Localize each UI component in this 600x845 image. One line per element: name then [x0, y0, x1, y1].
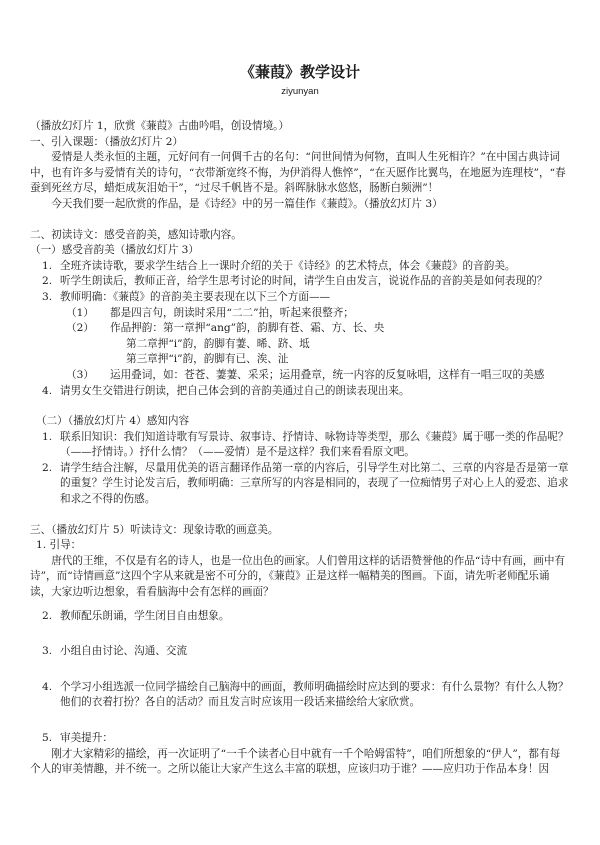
intro-slide1: （播放幻灯片 1，欣赏《蒹葭》古曲吟唱，创设情境。） — [30, 120, 290, 132]
list-item-text: 听学生朗读后，教师正音，给学生思考讨论的时间，请学生自由发言，说说作品的音韵美是如何表现的？ — [60, 275, 548, 288]
sub-list-item-text: 都是四言句，朗读时采用“二二”拍，听起来很整齐； — [110, 306, 354, 319]
list-item-text: 审美提升： — [60, 732, 113, 744]
list-item-number: 1. — [42, 259, 53, 272]
list-item-number: 4. — [42, 384, 53, 397]
intro-para1: 爱情是人类永恒的主题，元好问有一问倜千古的名句：“问世间情为何物，直叫人生死相许？”在中国古典诗词中，也有许多与爱情有关的诗句，“衣带渐宽终不悔，为伊消得人憔悴”，“在天愿作比翼鸟，在地愿为连理枝”，“春蚕到死丝方尽，蜡炬成灰泪始干”，“过尽千帆皆不是。斜晖脉脉水悠悠，肠断白频洲”！ — [30, 151, 566, 195]
spacer — [30, 213, 570, 228]
spacer — [30, 601, 570, 609]
intro-heading: 一、引入课题：（播放幻灯片 2） — [30, 135, 184, 148]
list-item-text: 小组自由讨论、沟通、交流 — [60, 645, 188, 658]
list-item-text: 联系旧知识：我们知道诗歌有写景诗、叙事诗、抒情诗、咏物诗等类型，那么《蒹葭》属于哪一类的作品呢？（——抒情诗。）抒什么情？（——爱情）是不是这样？我们来看看原文吧。 — [60, 430, 569, 459]
sub-list-item-number: （1） — [66, 306, 94, 319]
list-item-text: 请男女生交错进行朗读，把自己体会到的音韵美通过自己的朗读表现出来。 — [60, 384, 410, 397]
rhyme-line: 第二章押“i”韵，韵脚有萋、晞、跻、坻 — [126, 337, 310, 350]
spacer — [30, 624, 570, 644]
list-item-number: 2. — [42, 275, 53, 288]
sub-list-item-text: 作品押韵：第一章押“ang”韵，韵脚有苍、霜、方、长、央 — [110, 322, 385, 335]
list-item — [30, 461, 570, 508]
section3-step1-text: 唐代的王维，不仅是有名的诗人，也是一位出色的画家。人们曾用这样的话语赞誉他的作品“诗中有画，画中有诗”，而“诗情画意”这四个字从来就是密不可分的，《蒹葭》正是这样一幅精美的图画。下面，请先听老师配乐诵读，大家边听边想象，看看脑海中会有怎样的画面？ — [30, 554, 566, 599]
spacer — [30, 660, 570, 680]
list-item-text: 教师配乐朗诵，学生闭目自由想象。 — [60, 609, 230, 622]
section3-final-para: 刚才大家精彩的描绘，再一次证明了“一千个读者心目中就有一千个哈姆雷特”，咱们所想象的“伊人”，都有每个人的审美情趣，并不统一。之所以能让大家产生这么丰富的联想，应该归功于谁？——应归功于作品本身！因 — [30, 747, 561, 776]
list-item-text: 请学生结合注解，尽量用优美的语言翻译作品第一章的内容后，引导学生对比第二、三章的内容是否是第一章的重复？学生讨论发言后，教师明确：三章所写的内容是相同的，表现了一位痴情男子对心上人的爱恋、追求和求之不得的伤感。 — [60, 461, 569, 506]
list-item-number: 3. — [42, 645, 53, 658]
list-item — [30, 644, 570, 660]
list-item-number: 5. — [42, 732, 53, 744]
list-item-number: 2. — [42, 461, 53, 474]
list-item — [30, 430, 570, 461]
section2-sub1-heading: （一）感受音韵美（播放幻灯片 3） — [30, 244, 200, 257]
sub-list-item-number: （3） — [66, 368, 94, 381]
list-item-number: 4. — [42, 680, 53, 693]
spacer — [30, 399, 570, 414]
list-item — [30, 290, 570, 306]
spacer — [30, 508, 570, 523]
list-item-number: 1. — [42, 430, 53, 443]
list-item — [30, 731, 570, 747]
list-item — [30, 384, 570, 400]
section3-step1-label: 1. 引导： — [36, 539, 82, 552]
list-item-text: 全班齐读诗歌，要求学生结合上一课时介绍的关于《诗经》的艺术特点，体会《蒹葭》的音韵美。 — [60, 259, 516, 272]
section2-heading: 二、初读诗文：感受音韵美，感知诗歌内容。 — [30, 228, 242, 241]
sub-list-item-number: （2） — [66, 322, 94, 335]
sub-list-item — [30, 306, 570, 322]
spacer — [30, 711, 570, 731]
section2-sub2-heading: （二）（播放幻灯片 4）感知内容 — [36, 415, 190, 428]
document-title: 《蒹葭》教学设计 — [239, 63, 360, 81]
list-item — [30, 680, 570, 711]
list-item-text: 教师明确：《蒹葭》的音韵美主要表现在以下三个方面—— — [60, 290, 331, 303]
list-item-number: 3. — [42, 290, 53, 303]
list-item-number: 2. — [42, 609, 53, 622]
list-item — [30, 609, 570, 625]
rhyme-line: 第三章押“i”韵，韵脚有已、涘、沚 — [126, 353, 289, 366]
sub-list-item — [30, 321, 570, 337]
list-item-text: 个学习小组选派一位同学描绘自己脑海中的画面，教师明确描绘时应达到的要求：有什么景物？有什么人物？他们的衣着打扮？各自的活动？而且发言时应该用一段话来描绘给大家欣赏。 — [60, 680, 569, 709]
intro-para2: 今天我们要一起欣赏的作品，是《诗经》中的另一篇佳作《蒹葭》。（播放幻灯片 3） — [51, 197, 443, 210]
sub-list-item — [30, 368, 570, 384]
document-author: ziyunyan — [281, 86, 319, 97]
list-item — [30, 259, 570, 275]
sub-list-item-text: 运用叠词，如：苍苍、萋萋、采采；运用叠章，统一内容的反复咏唱，这样有一唱三叹的美感 — [110, 368, 545, 381]
section3-heading: 三、（播放幻灯片 5）听读诗文：现象诗歌的画意美。 — [30, 523, 279, 536]
list-item — [30, 274, 570, 290]
